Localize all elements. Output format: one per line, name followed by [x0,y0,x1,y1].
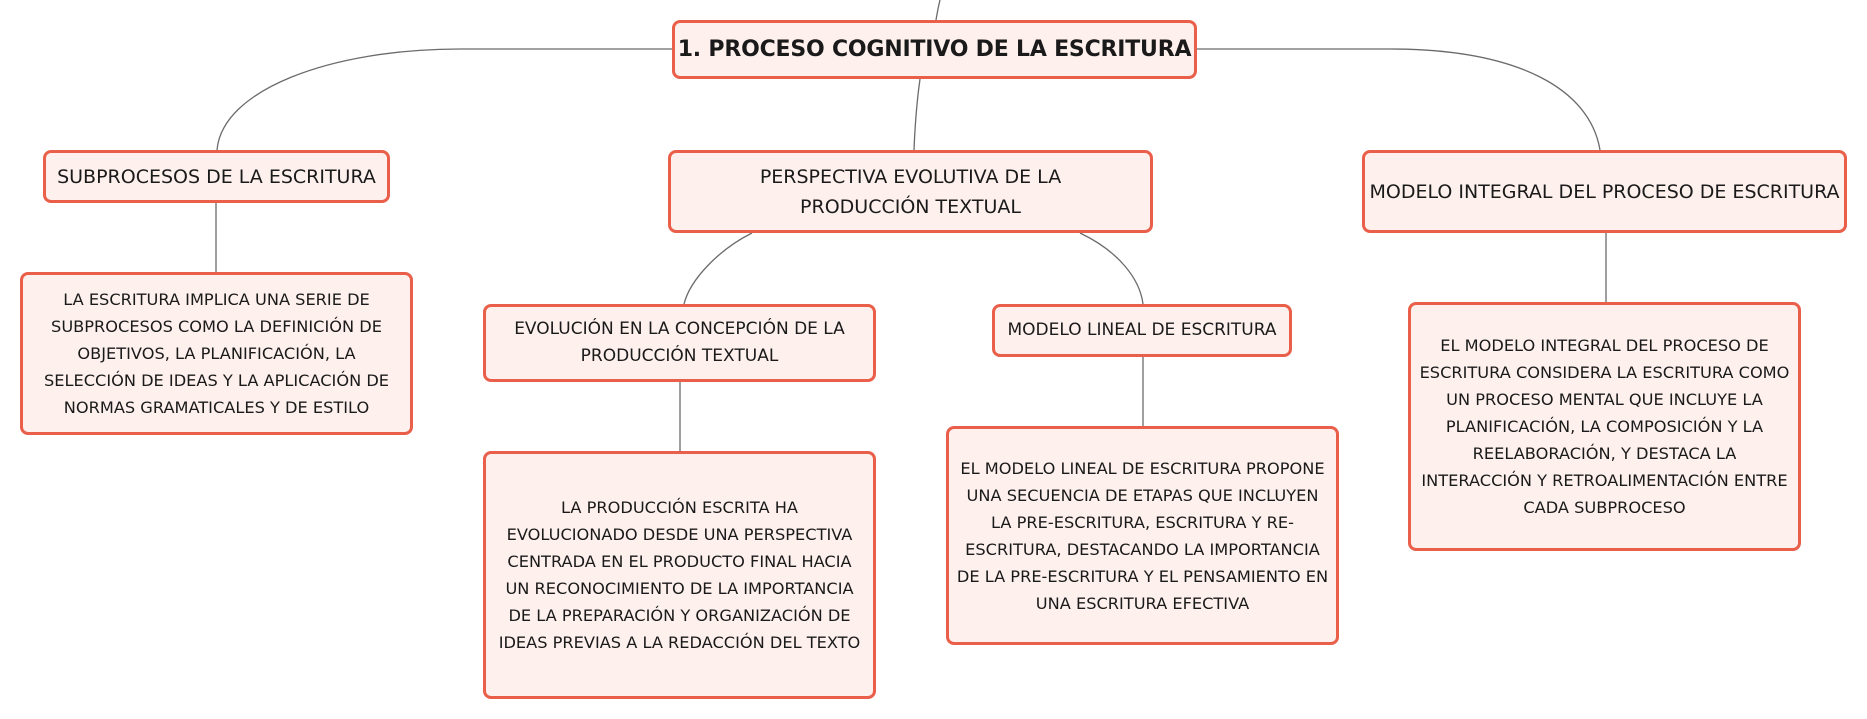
connector-root-parent [936,0,940,20]
topic-subprocesos-label: SUBPROCESOS DE LA ESCRITURA [57,165,376,188]
connector-root-to-perspectiva [914,79,920,150]
detail-subprocesos[interactable] [20,272,413,435]
detail-evolucion-concepcion[interactable] [483,451,876,699]
detail-subprocesos-text: LA ESCRITURA IMPLICA UNA SERIE DE SUBPROCESOS COMO LA DEFINICIÓN DE OBJETIVOS, LA PLANIFICACIÓN, LA SELECCIÓN DE IDEAS Y LA APLICACIÓN DE NORMAS GRAMATICALES Y DE ESTILO [43,290,390,417]
detail-modelo-integral-text: EL MODELO INTEGRAL DEL PROCESO DE ESCRITURA CONSIDERA LA ESCRITURA COMO UN PROCESO MENTAL QUE INCLUYE LA PLANIFICACIÓN, LA COMPOSICIÓN Y LA REELABORACIÓN, Y DESTACA LA INTERACCIÓN Y RETROALIMENTACIÓN ENTRE CADA SUBPROCESO [1419,336,1790,517]
root-node-label: 1. PROCESO COGNITIVO DE LA ESCRITURA [677,37,1192,62]
subtopic-modelo-lineal-label: MODELO LINEAL DE ESCRITURA [1007,320,1277,340]
detail-modelo-integral[interactable] [1408,302,1801,551]
root-node[interactable] [672,20,1197,79]
subtopic-evolucion-concepcion[interactable] [483,304,876,382]
topic-modelo-integral-label: MODELO INTEGRAL DEL PROCESO DE ESCRITURA [1369,180,1840,203]
connector-root-to-subprocesos [217,49,672,150]
subtopic-modelo-lineal[interactable] [992,304,1292,357]
detail-modelo-lineal[interactable] [946,426,1339,645]
connector-perspectiva-to-lineal [1080,233,1143,304]
topic-modelo-integral[interactable] [1362,150,1847,233]
connector-root-to-modelo-integral [1195,49,1600,150]
topic-subprocesos[interactable] [43,150,390,203]
detail-evolucion-concepcion-text: LA PRODUCCIÓN ESCRITA HA EVOLUCIONADO DESDE UNA PERSPECTIVA CENTRADA EN EL PRODUCTO FINAL HACIA UN RECONOCIMIENTO DE LA IMPORTANCIA DE LA PREPARACIÓN Y ORGANIZACIÓN DE IDEAS PREVIAS A LA REDACCIÓN DEL TEXTO [498,498,861,652]
topic-perspectiva-evolutiva-label: PERSPECTIVA EVOLUTIVA DE LA PRODUCCIÓN TEXTUAL [759,165,1062,218]
connector-perspectiva-to-evolucion [684,233,752,304]
subtopic-evolucion-concepcion-label: EVOLUCIÓN EN LA CONCEPCIÓN DE LA PRODUCCIÓN TEXTUAL [514,319,845,366]
topic-perspectiva-evolutiva[interactable] [668,150,1153,233]
detail-modelo-lineal-text: EL MODELO LINEAL DE ESCRITURA PROPONE UNA SECUENCIA DE ETAPAS QUE INCLUYEN LA PRE-ESCRITURA, ESCRITURA Y RE-ESCRITURA, DESTACANDO LA IMPORTANCIA DE LA PRE-ESCRITURA Y EL PENSAMIENTO EN UNA ESCRITURA EFECTIVA [956,458,1329,613]
